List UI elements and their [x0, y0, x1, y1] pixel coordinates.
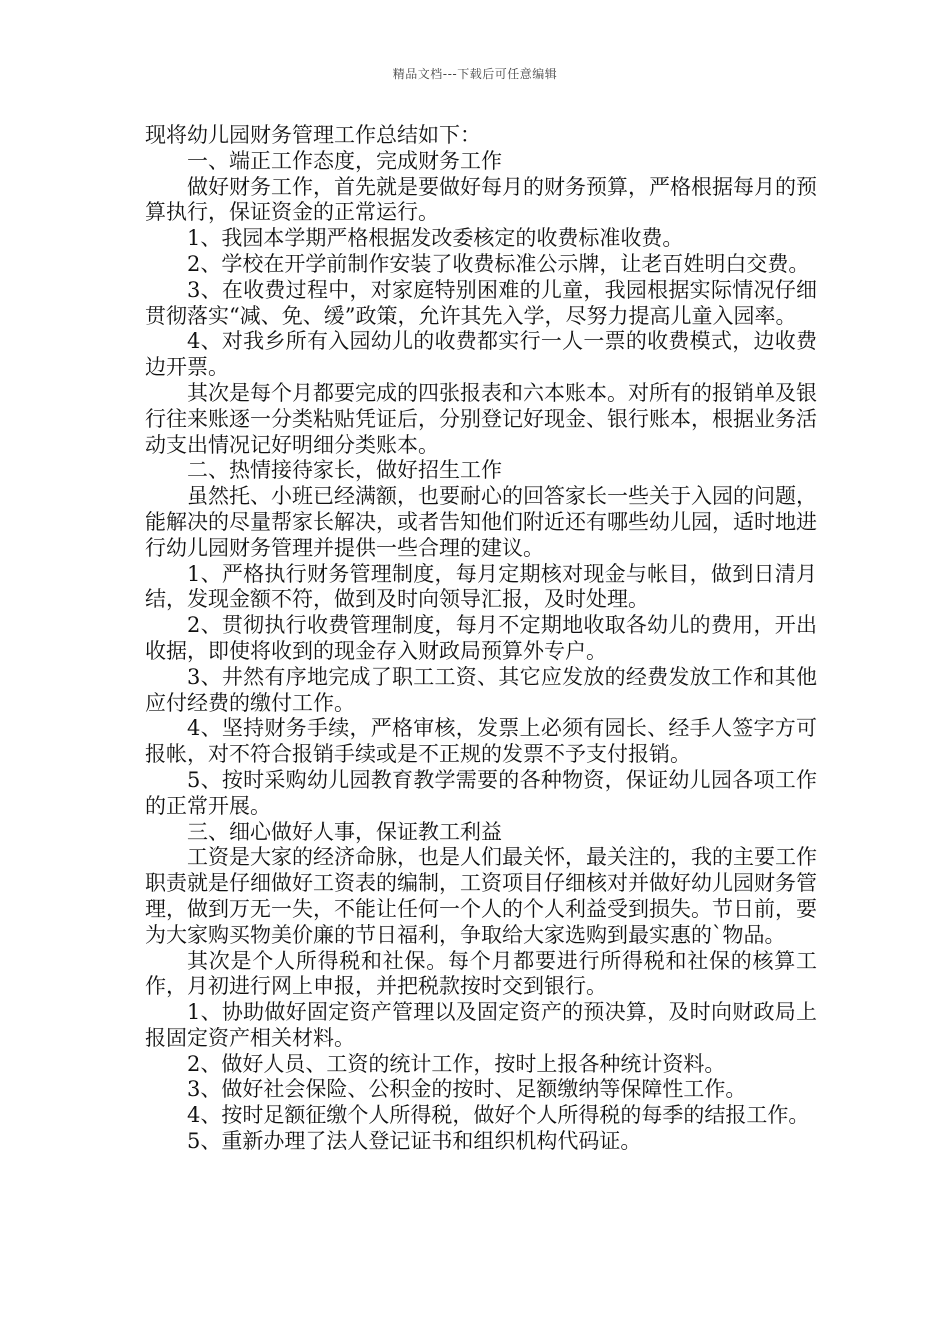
list-item: 1、协助做好固定资产管理以及固定资产的预决算，及时向财政局上报固定资产相关材料。 [145, 1000, 817, 1050]
body-paragraph: 虽然托、小班已经满额，也要耐心的回答家长一些关于入园的问题，能解决的尽量帮家长解决，或者告知他们附近还有哪些幼儿园，适时地进行幼儿园财务管理并提供一些合理的建议。 [145, 484, 817, 560]
list-item: 3、在收费过程中，对家庭特别困难的儿童，我园根据实际情况仔细贯彻落实“减、免、缓”政策，允许其先入学，尽努力提高儿童入园率。 [145, 277, 817, 328]
list-item: 3、做好社会保险、公积金的按时、足额缴纳等保障性工作。 [187, 1077, 747, 1102]
list-item: 4、按时足额征缴个人所得税，做好个人所得税的每季的结报工作。 [187, 1103, 810, 1128]
body-paragraph: 工资是大家的经济命脉，也是人们最关怀，最关注的，我的主要工作职责就是仔细做好工资表的编制，工资项目仔细核对并做好幼儿园财务管理，做到万无一失，不能让任何一个人的个人利益受到损失。节日前，要为大家购买物美价廉的节日福利，争取给大家选购到最实惠的`物品。 [145, 845, 817, 947]
document-body [145, 123, 817, 1155]
list-item: 2、学校在开学前制作安装了收费标准公示牌，让老百姓明白交费。 [187, 251, 810, 276]
list-item: 2、做好人员、工资的统计工作，按时上报各种统计资料。 [187, 1051, 726, 1076]
section-heading-3: 三、细心做好人事，保证教工利益 [187, 819, 502, 844]
list-item: 1、严格执行财务管理制度，每月定期核对现金与帐目，做到日清月结，发现金额不符，做到及时向领导汇报，及时处理。 [145, 561, 817, 612]
list-item: 1、我园本学期严格根据发改委核定的收费标准收费。 [187, 226, 684, 251]
list-item: 5、按时采购幼儿园教育教学需要的各种物资，保证幼儿园各项工作的正常开展。 [145, 767, 817, 818]
list-item: 2、贯彻执行收费管理制度，每月不定期地收取各幼儿的费用，开出收据，即使将收到的现金存入财政局预算外专户。 [145, 613, 817, 663]
section-heading-1: 一、端正工作态度，完成财务工作 [187, 148, 502, 173]
list-item: 5、重新办理了法人登记证书和组织机构代码证。 [187, 1129, 642, 1154]
intro-paragraph: 现将幼儿园财务管理工作总结如下： [145, 123, 481, 147]
list-item: 4、坚持财务手续，严格审核，发票上必须有园长、经手人签字方可报帐，对不符合报销手续或是不正规的发票不予支付报销。 [145, 716, 817, 767]
body-paragraph: 做好财务工作，首先就是要做好每月的财务预算，严格根据每月的预算执行，保证资金的正常运行。 [145, 174, 817, 225]
list-item: 4、对我乡所有入园幼儿的收费都实行一人一票的收费模式，边收费边开票。 [145, 329, 817, 380]
body-paragraph: 其次是每个月都要完成的四张报表和六本账本。对所有的报销单及银行往来账逐一分类粘贴凭证后，分别登记好现金、银行账本，根据业务活动支出情况记好明细分类账本。 [145, 380, 817, 457]
section-heading-2: 二、热情接待家长，做好招生工作 [187, 458, 502, 483]
document-header: 精品文档---下载后可任意编辑 [392, 67, 558, 81]
body-paragraph: 其次是个人所得税和社保。每个月都要进行所得税和社保的核算工作，月初进行网上申报，并把税款按时交到银行。 [145, 948, 817, 999]
list-item: 3、井然有序地完成了职工工资、其它应发放的经费发放工作和其他应付经费的缴付工作。 [145, 664, 817, 715]
